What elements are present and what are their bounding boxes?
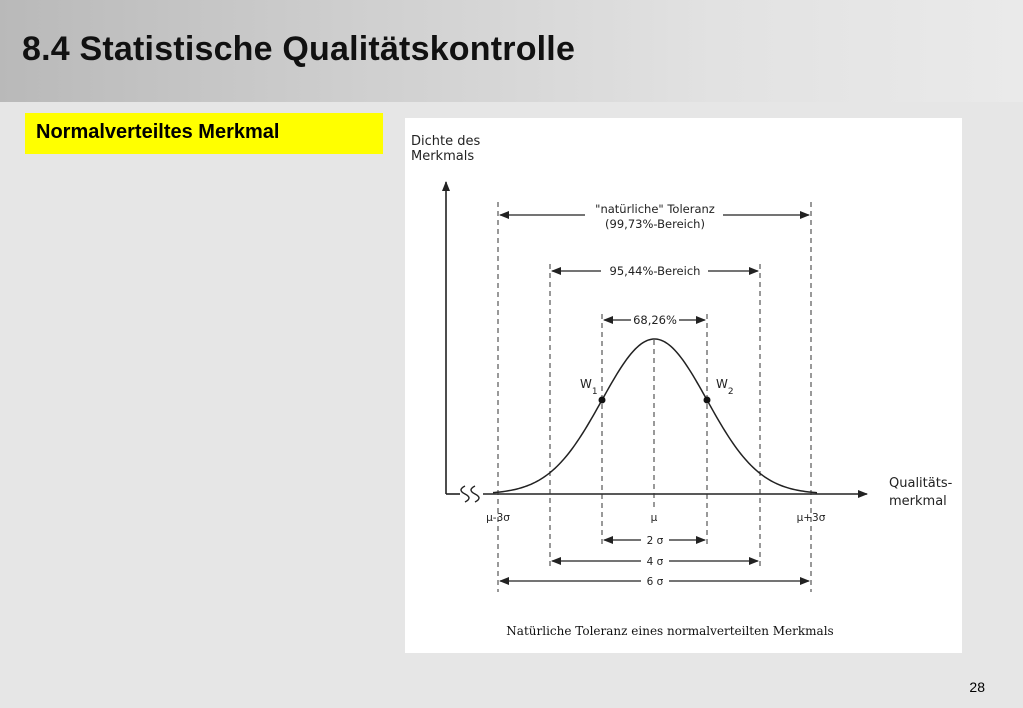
tick-label-minus-3sigma: μ-3σ: [486, 512, 510, 524]
range-95-label: 95,44%-Bereich: [609, 264, 701, 278]
y-axis-label-line2: Merkmals: [411, 149, 475, 164]
tolerance-label-line2: (99,73%-Bereich): [605, 217, 705, 231]
y-axis-label-line1: Dichte des: [411, 134, 481, 149]
title-bar: [0, 0, 1023, 102]
normal-distribution-figure: [405, 118, 962, 653]
span-6sigma-label: 6 σ: [646, 576, 664, 588]
inflection-label-w1: $W_1$: [580, 377, 598, 397]
slide-title: 8.4 Statistische Qualitätskontrolle: [22, 30, 576, 68]
tick-label-mu: μ: [650, 512, 658, 524]
inflection-point-w1: [599, 397, 606, 404]
x-axis-label-line2: merkmal: [889, 494, 947, 509]
page-number: 28: [969, 679, 985, 695]
figure-caption: Natürliche Toleranz eines normalverteilten Merkmals: [506, 624, 834, 638]
subtitle-box: Normalverteiltes Merkmal: [25, 113, 383, 154]
range-68-label: 68,26%: [633, 313, 677, 327]
span-2sigma-label: 2 σ: [646, 535, 664, 547]
inflection-label-w2: $W_2$: [716, 377, 734, 397]
tick-label-plus-3sigma: μ+3σ: [796, 512, 826, 524]
normal-curve: [493, 339, 817, 493]
inflection-point-w2: [704, 397, 711, 404]
tolerance-label-line1: "natürliche" Toleranz: [595, 202, 715, 216]
x-axis-label-line1: Qualitäts-: [889, 476, 953, 491]
figure-svg: [405, 118, 962, 653]
span-4sigma-label: 4 σ: [646, 556, 664, 568]
axis-break-mark: [461, 486, 479, 502]
